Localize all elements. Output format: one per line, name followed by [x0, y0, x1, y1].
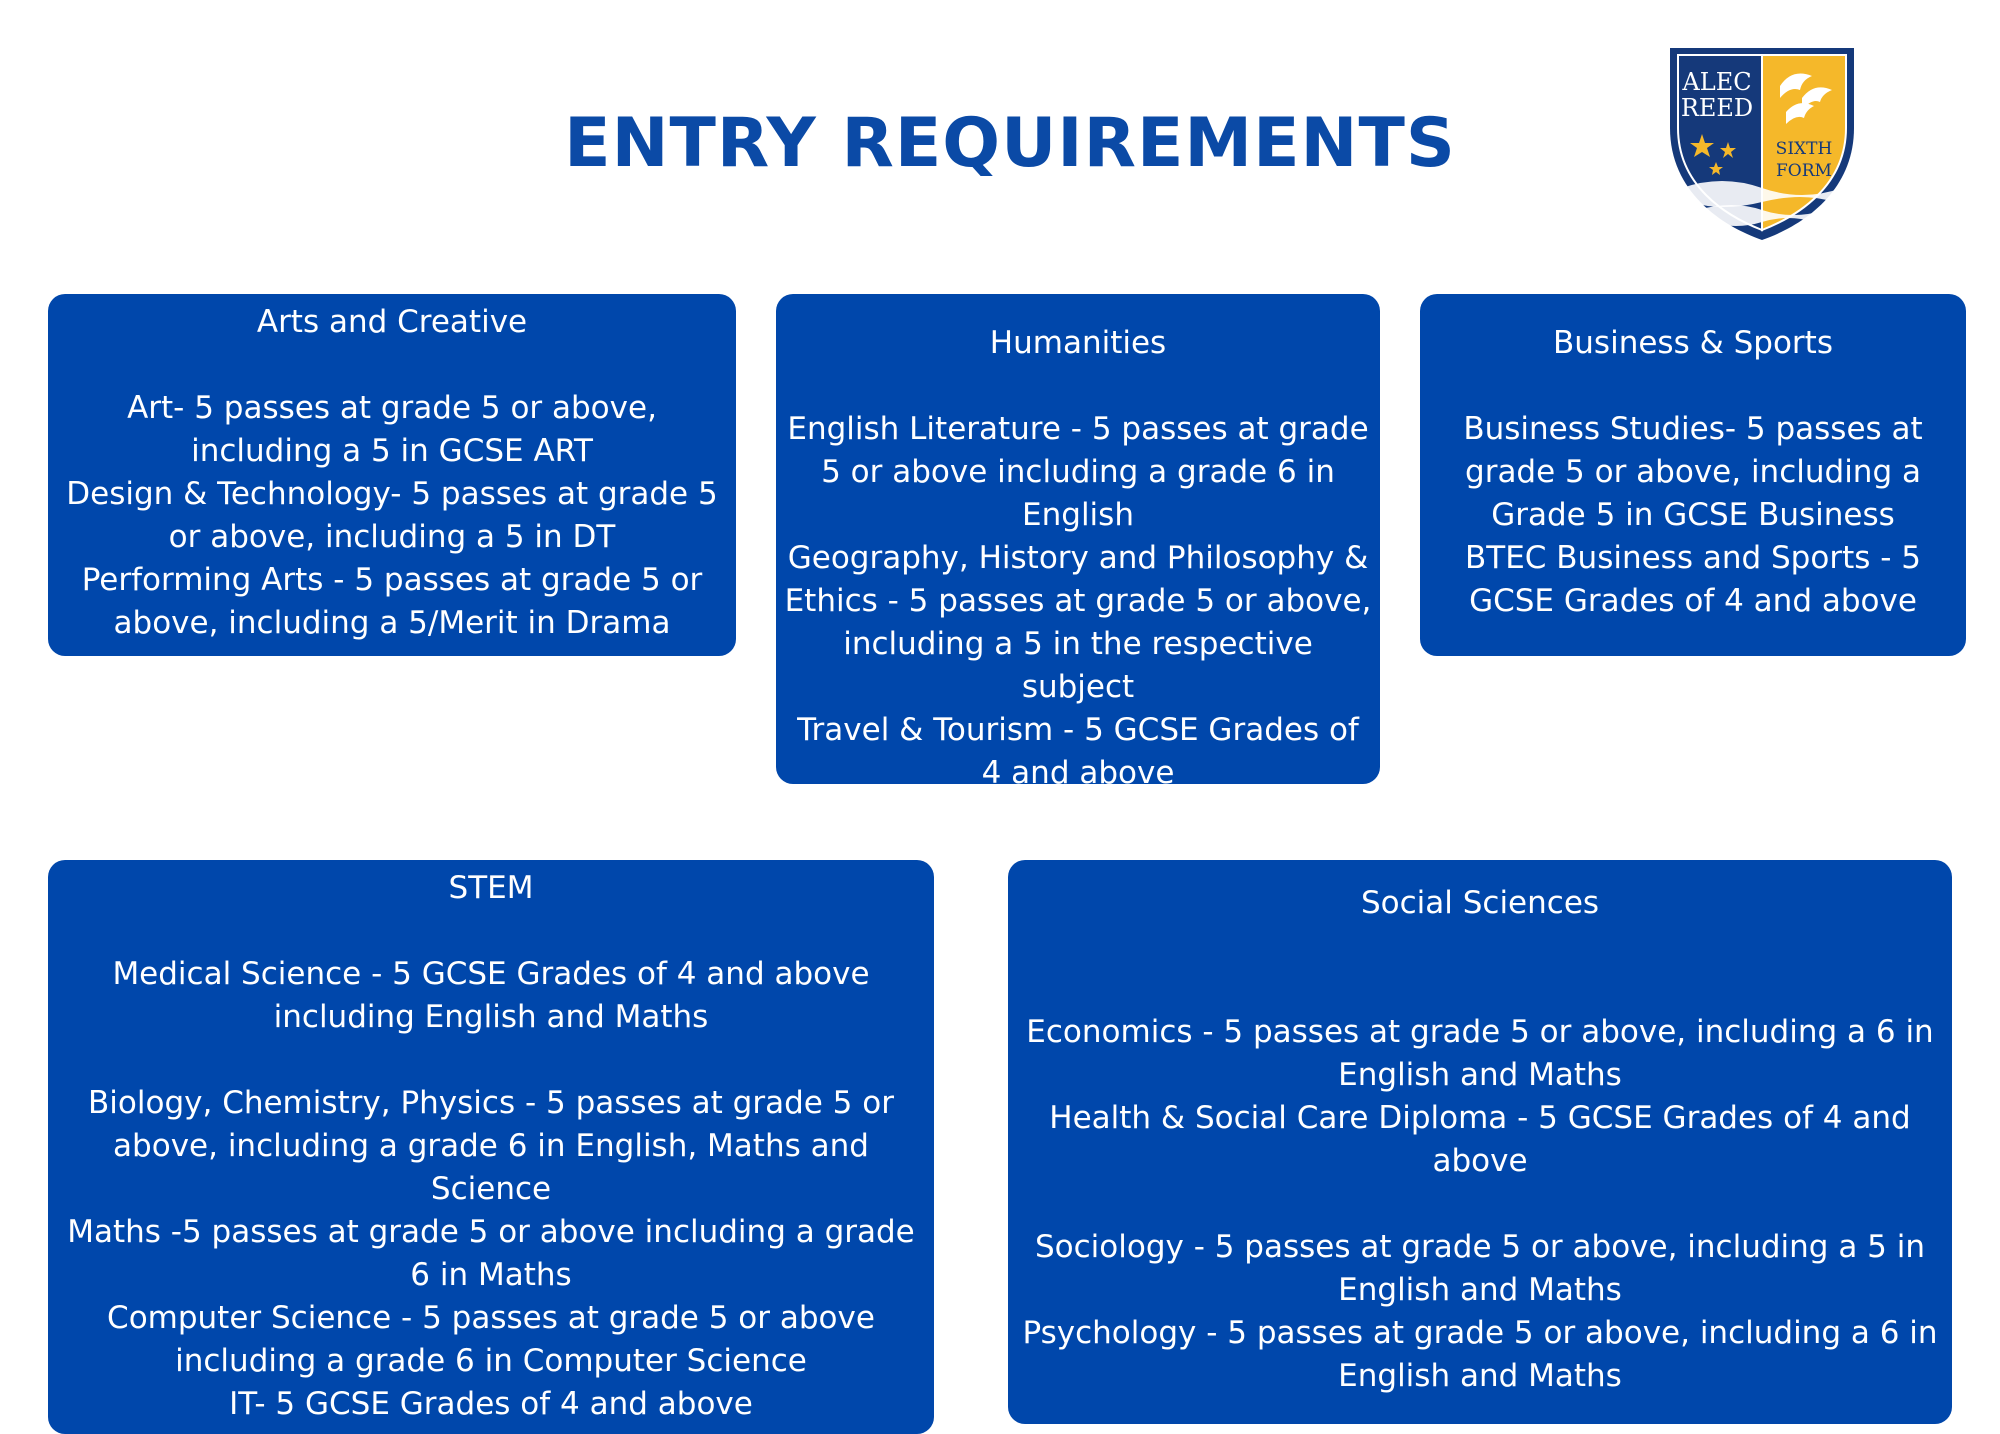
page-title: ENTRY REQUIREMENTS: [564, 104, 1456, 183]
requirement-line: Design & Technology- 5 passes at grade 5 or above, including a 5 in DT: [66, 476, 718, 555]
card-heading: Social Sciences: [1360, 885, 1600, 921]
card-arts-and-creative: [48, 294, 736, 656]
logo-text-form: FORM: [1776, 161, 1832, 181]
requirement-line: Biology, Chemistry, Physics - 5 passes at grade 5 or above, including a grade 6 in English, Maths and Science: [88, 1085, 894, 1207]
requirement-line: BTEC Business and Sports - 5 GCSE Grades of 4 and above: [1464, 540, 1921, 619]
requirement-line: Performing Arts - 5 passes at grade 5 or above, including a 5/Merit in Drama: [81, 562, 703, 641]
requirement-line: Business Studies- 5 passes at grade 5 or above, including a Grade 5 in GCSE Business: [1463, 411, 1923, 533]
card-stem: [48, 860, 934, 1434]
card-business-and-sports: [1420, 294, 1966, 656]
requirement-line: Maths -5 passes at grade 5 or above including a grade 6 in Maths: [67, 1214, 915, 1293]
requirement-line: Economics - 5 passes at grade 5 or above, including a 6 in English and Maths: [1026, 1014, 1934, 1093]
card-heading: Business & Sports: [1553, 325, 1833, 361]
card-heading: STEM: [448, 870, 534, 906]
school-crest-logo: [1662, 42, 1862, 242]
card-social-sciences: [1008, 860, 1952, 1424]
requirement-line: Sociology - 5 passes at grade 5 or above, including a 5 in English and Maths: [1034, 1229, 1926, 1308]
requirement-line: Health & Social Care Diploma - 5 GCSE Grades of 4 and above: [1049, 1100, 1911, 1179]
requirement-line: Computer Science - 5 passes at grade 5 or above including a grade 6 in Computer Science: [107, 1300, 875, 1379]
requirement-line: Art- 5 passes at grade 5 or above, including a 5 in GCSE ART: [127, 390, 657, 469]
card-humanities: [776, 294, 1380, 791]
requirement-line: English Literature - 5 passes at grade 5 or above including a grade 6 in English: [787, 411, 1369, 533]
logo-text-alec: ALEC: [1682, 68, 1752, 96]
requirement-line: Travel & Tourism - 5 GCSE Grades of 4 and above: [797, 712, 1359, 791]
requirement-line: Psychology - 5 passes at grade 5 or above, including a 6 in English and Maths: [1022, 1315, 1938, 1394]
requirement-line: Geography, History and Philosophy & Ethics - 5 passes at grade 5 or above, including a 5 in the respective subject: [784, 540, 1372, 705]
requirement-line: IT- 5 GCSE Grades of 4 and above: [229, 1386, 753, 1422]
logo-text-reed: REED: [1680, 94, 1754, 122]
logo-text-sixth: SIXTH: [1775, 139, 1833, 159]
requirement-line: Medical Science - 5 GCSE Grades of 4 and above including English and Maths: [112, 956, 870, 1035]
card-heading: Arts and Creative: [256, 304, 528, 340]
card-heading: Humanities: [989, 325, 1167, 361]
